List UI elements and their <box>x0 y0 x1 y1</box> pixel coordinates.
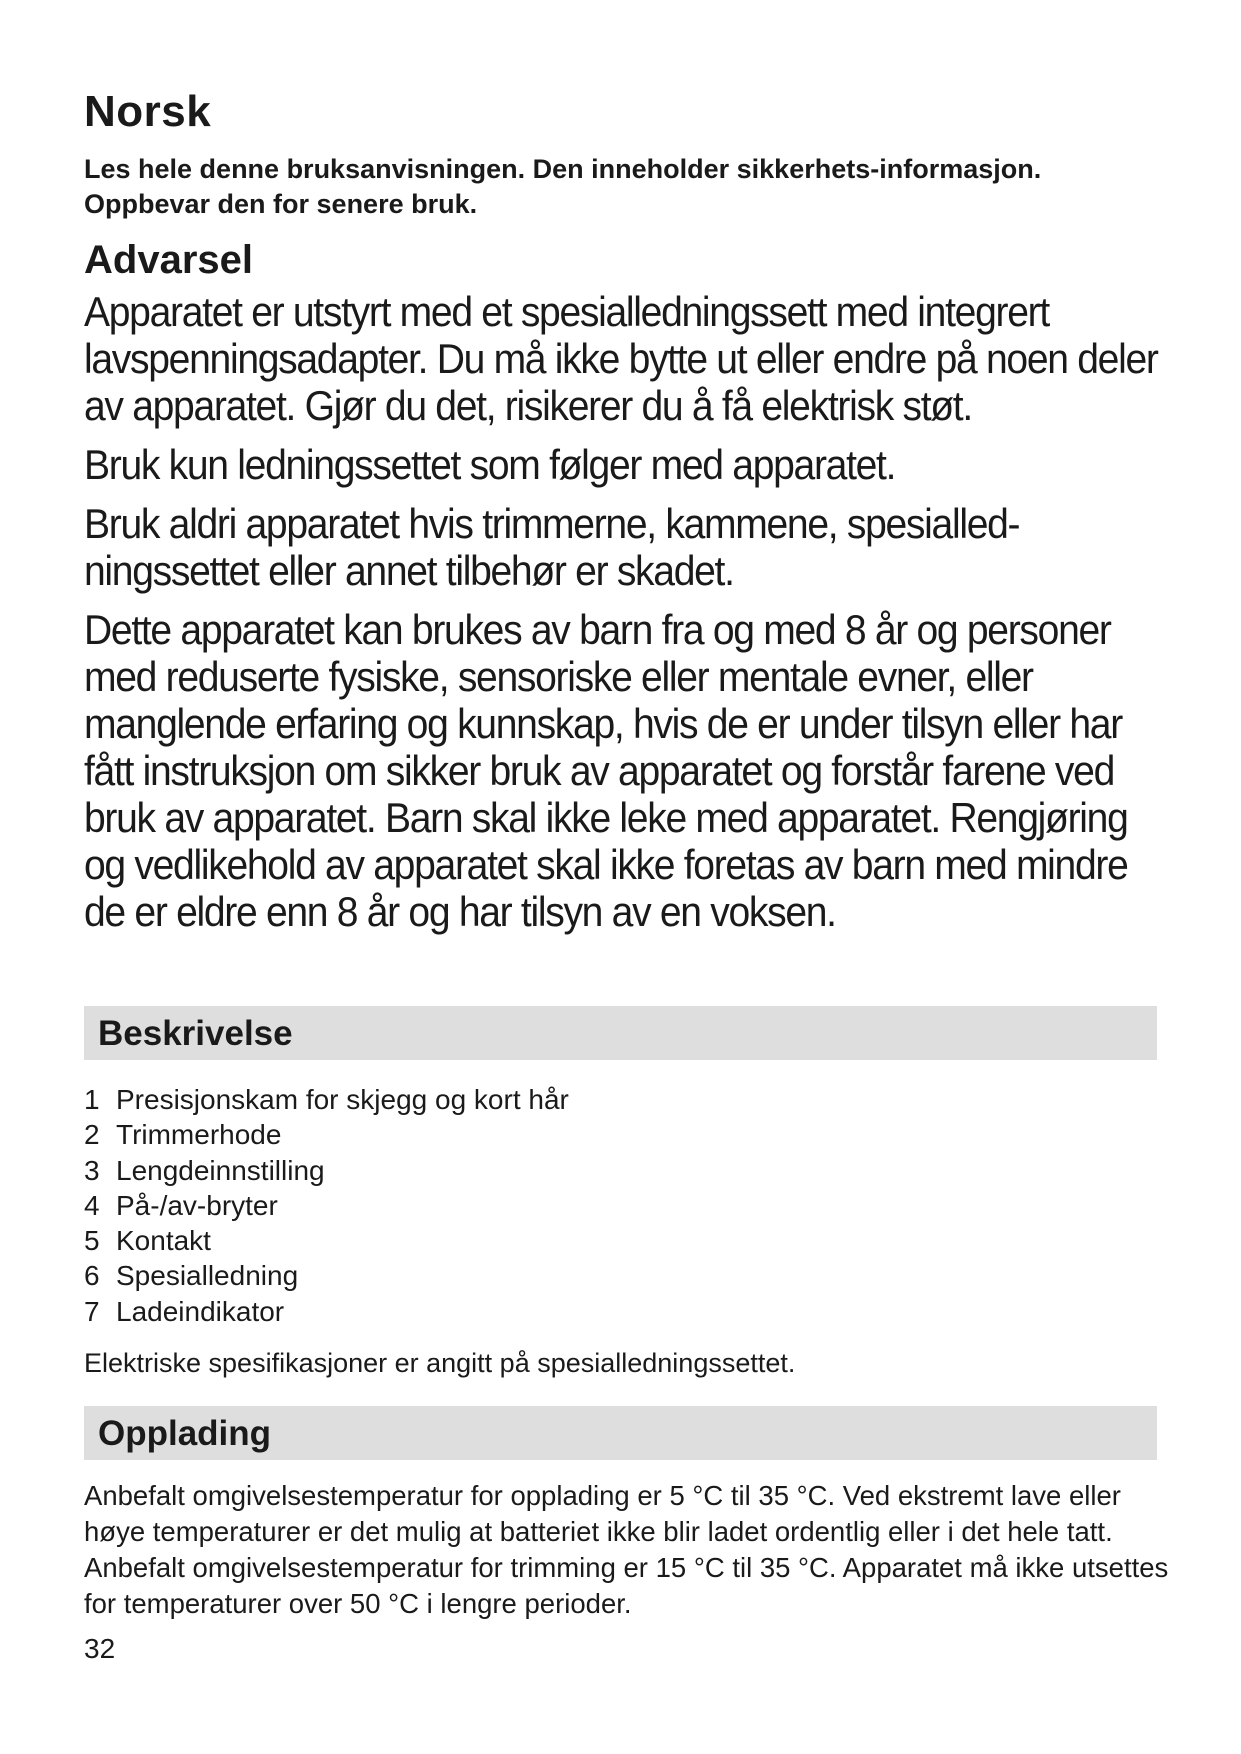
charging-heading: Opplading <box>98 1414 272 1453</box>
item-number: 6 <box>84 1260 100 1292</box>
item-number: 2 <box>84 1119 100 1151</box>
list-item <box>84 1188 569 1223</box>
item-label: På-/av-bryter <box>116 1189 278 1221</box>
language-heading: Norsk <box>84 87 212 136</box>
item-number: 4 <box>84 1189 100 1221</box>
list-item <box>84 1258 569 1293</box>
item-number: 1 <box>84 1084 100 1115</box>
list-item <box>84 1294 569 1329</box>
list-item <box>84 1082 569 1117</box>
electrical-spec-note: Elektriske spesifikasjoner er angitt på spesialledningssettet. <box>84 1348 796 1378</box>
item-label: Presisjonskam for skjegg og kort hår <box>116 1084 569 1115</box>
description-section-bar <box>84 1006 1157 1060</box>
list-item <box>84 1153 569 1188</box>
warning-paragraph: Bruk aldri apparatet hvis trimmerne, kammene, spesialled-ningssettet eller annet tilbehør er skadet. <box>84 500 1020 594</box>
item-label: Kontakt <box>116 1225 211 1257</box>
warning-paragraph: Apparatet er utstyrt med et spesialledningssett med integrert lavspenningsadapter. Du må ikke bytte ut eller endre på noen deler av apparatet. Gjør du det, risikerer du å få elektrisk støt. <box>84 288 1158 429</box>
description-heading: Beskrivelse <box>98 1014 293 1053</box>
item-number: 7 <box>84 1295 100 1327</box>
item-label: Trimmerhode <box>116 1119 282 1151</box>
list-item <box>84 1117 569 1152</box>
warning-heading: Advarsel <box>84 238 253 282</box>
page-number: 32 <box>84 1633 116 1664</box>
item-number: 3 <box>84 1154 100 1186</box>
item-label: Lengdeinnstilling <box>116 1154 325 1186</box>
charging-section-bar <box>84 1406 1157 1460</box>
warning-paragraph: Dette apparatet kan brukes av barn fra og med 8 år og personer med reduserte fysiske, sensoriske eller mentale evner, eller manglende erfaring og kunnskap, hvis de er under tilsyn eller har fått instruksjon om sikker bruk av apparatet og forstår farene ved bruk av apparatet. Barn skal ikke leke med apparatet. Rengjøring og vedlikehold av apparatet skal ikke foretas av barn med mindre de er eldre enn 8 år og har tilsyn av en voksen. <box>84 606 1128 935</box>
item-label: Ladeindikator <box>116 1295 285 1327</box>
list-item <box>84 1223 569 1258</box>
parts-list <box>84 1082 569 1329</box>
warning-paragraph: Bruk kun ledningssettet som følger med apparatet. <box>84 441 896 488</box>
warning-section <box>84 288 1174 947</box>
item-label: Spesialledning <box>116 1260 299 1292</box>
item-number: 5 <box>84 1225 100 1257</box>
intro-text: Les hele denne bruksanvisningen. Den inneholder sikkerhets-informasjon. Oppbevar den for senere bruk. <box>84 154 1042 219</box>
charging-text: Anbefalt omgivelsestemperatur for opplading er 5 °C til 35 °C. Ved ekstremt lave eller høye temperaturer er det mulig at batteriet ikke blir ladet ordentlig eller i det hele tatt. Anbefalt omgivelsestemperatur for trimming er 15 °C til 35 °C. Apparatet må ikke utsettes for temperaturer over 50 °C i lengre perioder. <box>84 1480 1169 1619</box>
